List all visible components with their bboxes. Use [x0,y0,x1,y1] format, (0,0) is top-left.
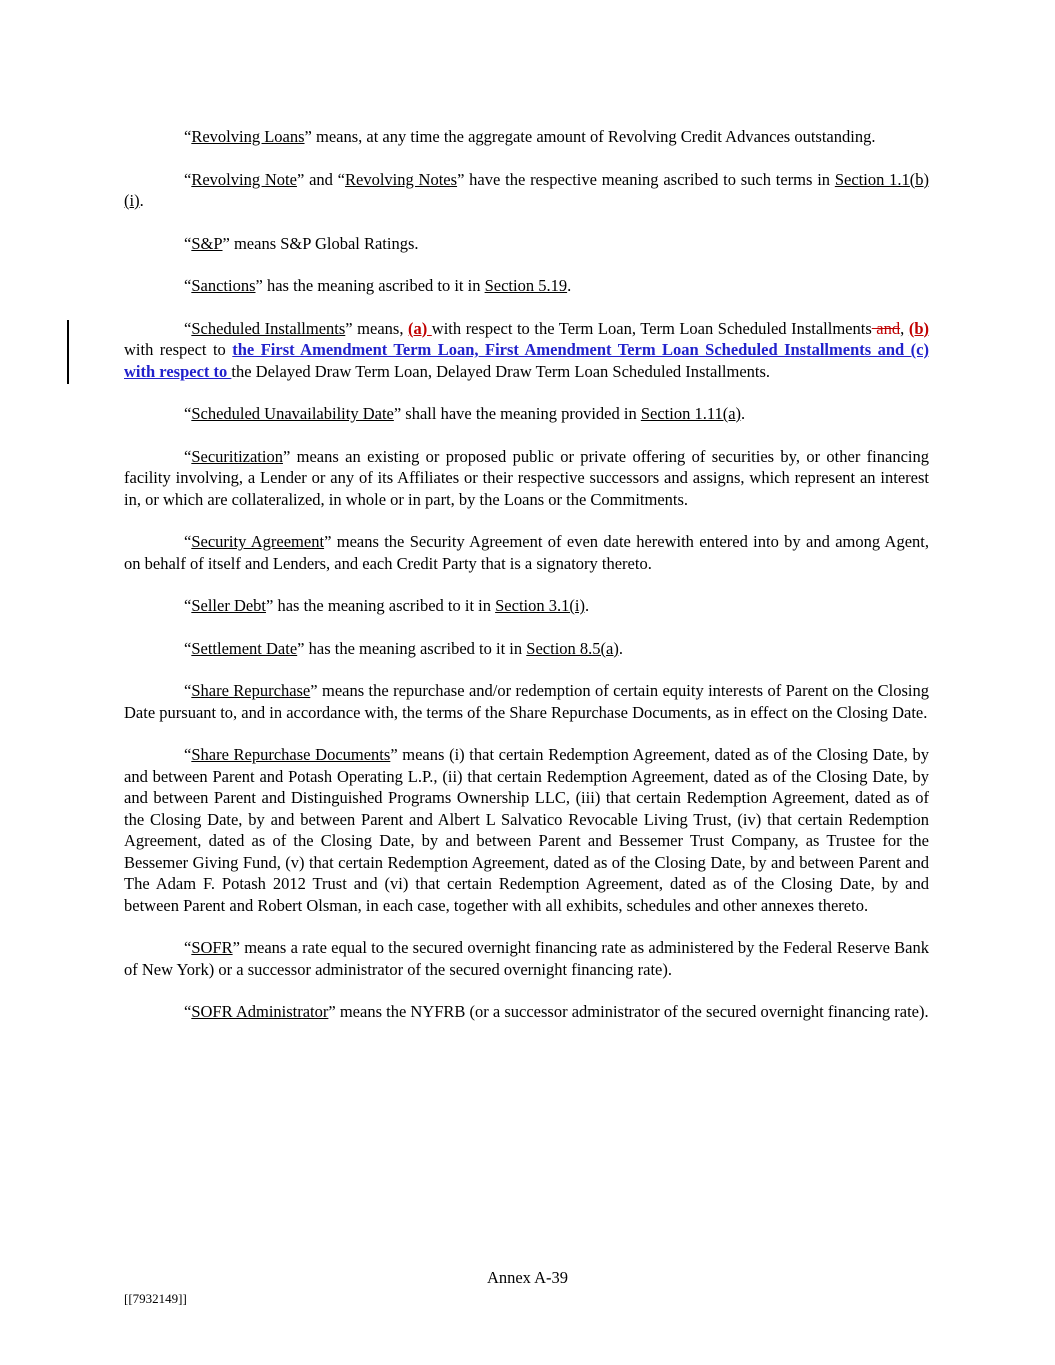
paragraph [124,126,929,148]
text-run: . [618,638,623,658]
paragraph [124,595,929,617]
text-run: “ [184,233,192,253]
text-run: “ [184,596,192,615]
underlined-term: Scheduled Unavailability Date [191,404,394,423]
underlined-term: Share Repurchase [191,681,311,700]
text-run: “ [184,681,192,700]
text-run: ” shall have the meaning provided in [393,404,641,423]
text-run: ” and “ [296,169,346,189]
paragraph [124,680,929,723]
text-run: ” means the NYFRB (or a successor administrator of the secured overnight financing rate). [328,1002,929,1021]
text-run: with respect to [124,340,233,359]
text-run: with respect to the Term Loan, Term Loan Scheduled Installments [431,318,872,338]
text-run: “ [184,938,192,957]
text-run: ” means, at any time the aggregate amount of Revolving Credit Advances outstanding. [304,127,876,146]
text-run: ” means an existing or proposed public or private offering of securities by, or other financing facility involving, a Lender or any of its Affiliates or their respective successors and assigns, which represent an interest in, or which are collateralized, in whole or in part, by the Loans or the Commitments. [124,446,929,509]
text-run: . [567,276,572,295]
underlined-term: Settlement Date [191,638,298,658]
paragraph [124,446,929,511]
underlined-term: Share Repurchase Documents [191,745,391,764]
text-run: ” has the meaning ascribed to it in [266,596,496,615]
underlined-term: Section 1.1(b)(i) [124,169,929,210]
paragraph-with-change-bar [124,318,929,383]
paragraph [124,403,929,425]
text-run: ” means the repurchase and/or redemption of certain equity interests of Parent on the Closing Date pursuant to, and in accordance with, the terms of the Share Repurchase Documents, as in effect on the Closing Date. [124,681,929,722]
paragraph [124,937,929,980]
underlined-term: Section 1.11(a) [640,404,742,423]
text-run: ” means, [345,318,408,338]
paragraph [124,169,929,212]
text-run: “ [184,127,192,146]
underlined-term: Section 3.1(i) [495,596,585,615]
inserted-text: (b) [908,318,929,338]
text-run: ” have the respective meaning ascribed to such terms in [457,169,835,189]
document-control-number: [[7932149]] [124,1291,187,1306]
annex-page-label: Annex A-39 [486,1268,569,1287]
underlined-term: S&P [191,233,223,253]
text-run: “ [184,1002,192,1021]
text-run: ” means (i) that certain Redemption Agreement, dated as of the Closing Date, by and between Parent and Potash Operating L.P., (ii) that certain Redemption Agreement, dated as of the Closing Date, by and between Parent and Distinguished Programs Ownership LLC, (iii) that certain Redemption Agreement, dated as of the Closing Date, by and between Parent and Albert L Salvatico Revocable Living Trust, (iv) that certain Redemption Agreement, dated as of the Closing Date, by and between Parent and Bessemer Trust Company, as Trustee for the Bessemer Giving Fund, (v) that certain Redemption Agreement, dated as of the Closing Date, by and between Parent and The Adam F. Potash 2012 Trust and (vi) that certain Redemption Agreement, dated as of the Closing Date, by and between Parent and Robert Olsman, in each case, together with all exhibits, schedules and other annexes thereto. [124,745,930,915]
inserted-text: the First Amendment Term Loan, First Amendment Term Loan Scheduled Installments and (c) with respect to [124,340,929,381]
text-run: “ [184,169,192,189]
paragraph [124,1001,929,1023]
underlined-term: Revolving Loans [191,127,305,146]
paragraph [124,744,929,916]
underlined-term: Revolving Notes [345,169,458,189]
text-run: . [139,191,144,210]
underlined-term: Section 5.19 [484,276,568,295]
text-run: ” means the Security Agreement of even date herewith entered into by and among Agent, on behalf of itself and Lenders, and each Credit Party that is a signatory thereto. [124,532,929,573]
document-body [124,126,929,1044]
text-run: “ [184,532,192,551]
text-run: “ [184,745,192,764]
text-run: “ [184,404,192,423]
text-run: “ [184,638,192,658]
inserted-text: (a) [408,318,432,338]
paragraph [124,233,929,255]
text-run: the Delayed Draw Term Loan, Delayed Draw Term Loan Scheduled Installments. [231,361,771,381]
text-run: . [584,596,590,615]
underlined-term: Seller Debt [191,596,267,615]
underlined-term: SOFR [191,938,233,957]
text-run: “ [184,318,192,338]
paragraph [124,531,929,574]
underlined-term: Sanctions [191,276,256,295]
text-run: “ [184,446,192,466]
deleted-text: and [871,318,901,338]
paragraph [124,638,929,660]
paragraph [124,275,929,297]
underlined-term: Section 8.5(a) [526,638,619,658]
underlined-term: Securitization [191,446,283,466]
text-run: . [741,404,746,423]
underlined-term: SOFR Administrator [191,1002,329,1021]
text-run: ” has the meaning ascribed to it in [297,638,527,658]
text-run: “ [184,276,192,295]
text-run: ” means a rate equal to the secured overnight financing rate as administered by the Federal Reserve Bank of New York) or a successor administrator of the secured overnight financing rate). [124,938,929,979]
text-run: , [900,318,909,338]
text-run: ” means S&P Global Ratings. [222,233,419,253]
underlined-term: Security Agreement [191,532,325,551]
underlined-term: Revolving Note [191,169,297,189]
underlined-term: Scheduled Installments [191,318,346,338]
text-run: ” has the meaning ascribed to it in [255,276,485,295]
